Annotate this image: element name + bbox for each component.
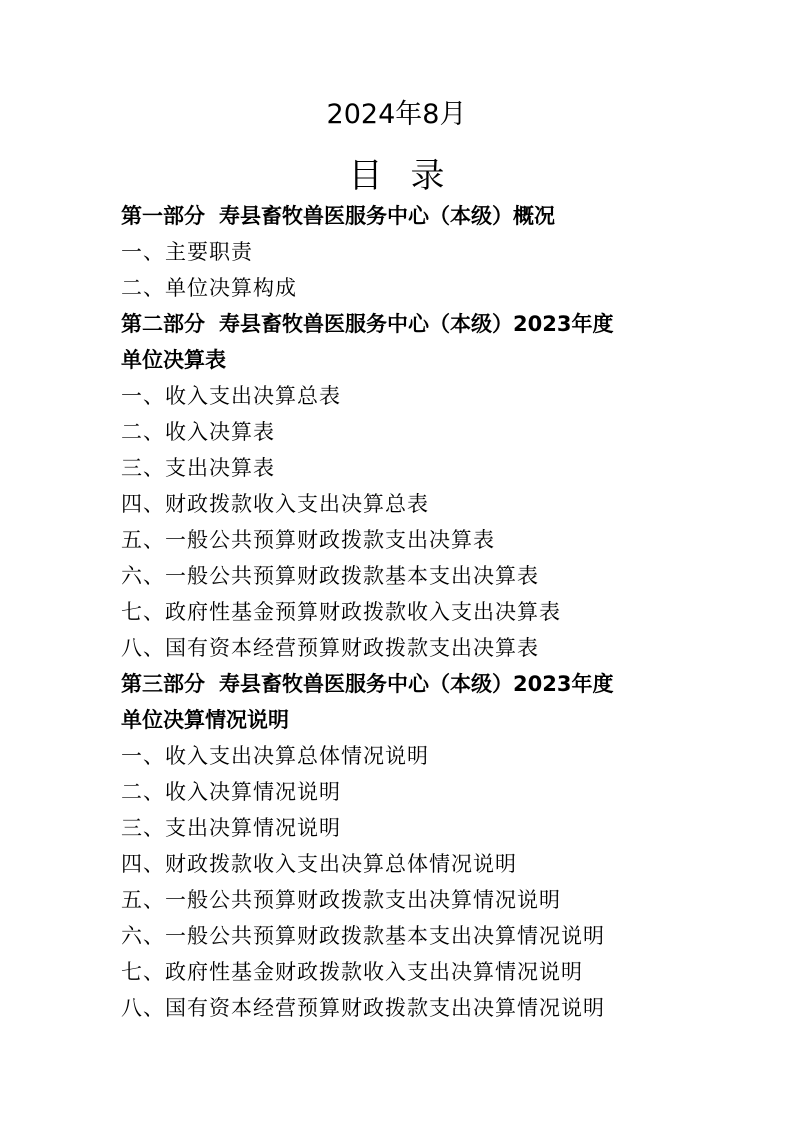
toc-item: 五、一般公共预算财政拨款支出决算情况说明 xyxy=(121,888,561,912)
part3-heading-cont: 单位决算情况说明 xyxy=(121,708,289,732)
toc-item: 三、支出决算情况说明 xyxy=(121,816,341,840)
toc-item: 七、政府性基金预算财政拨款收入支出决算表 xyxy=(121,600,561,624)
part1-number: 第一部分 xyxy=(121,204,205,228)
toc-item: 四、财政拨款收入支出决算总表 xyxy=(121,492,429,516)
toc-item: 五、一般公共预算财政拨款支出决算表 xyxy=(121,528,495,552)
part1-title: 寿县畜牧兽医服务中心（本级）概况 xyxy=(219,204,555,228)
toc-item: 六、一般公共预算财政拨款基本支出决算表 xyxy=(121,564,539,588)
toc-item: 一、主要职责 xyxy=(121,240,253,264)
toc-item: 二、收入决算情况说明 xyxy=(121,780,341,804)
part3-heading xyxy=(121,666,721,702)
toc-title: 目录 xyxy=(348,156,473,196)
toc-item: 一、收入支出决算总体情况说明 xyxy=(121,744,429,768)
part3-title: 寿县畜牧兽医服务中心（本级）2023年度 xyxy=(219,672,614,696)
toc-item: 四、财政拨款收入支出决算总体情况说明 xyxy=(121,852,517,876)
report-date: 2024年8月 xyxy=(326,99,467,130)
part2-number: 第二部分 xyxy=(121,312,205,336)
toc-item: 七、政府性基金财政拨款收入支出决算情况说明 xyxy=(121,960,583,984)
toc-item: 二、收入决算表 xyxy=(121,420,275,444)
toc-item: 六、一般公共预算财政拨款基本支出决算情况说明 xyxy=(121,924,605,948)
toc-item: 八、国有资本经营预算财政拨款支出决算表 xyxy=(121,636,539,660)
part2-title: 寿县畜牧兽医服务中心（本级）2023年度 xyxy=(219,312,614,336)
toc-item: 二、单位决算构成 xyxy=(121,276,297,300)
part1-heading xyxy=(121,198,721,234)
part3-number: 第三部分 xyxy=(121,672,205,696)
toc-item: 八、国有资本经营预算财政拨款支出决算情况说明 xyxy=(121,996,605,1020)
table-of-contents xyxy=(121,198,721,1026)
toc-item: 三、支出决算表 xyxy=(121,456,275,480)
part2-heading xyxy=(121,306,721,342)
toc-item: 一、收入支出决算总表 xyxy=(121,384,341,408)
part2-heading-cont: 单位决算表 xyxy=(121,348,226,372)
